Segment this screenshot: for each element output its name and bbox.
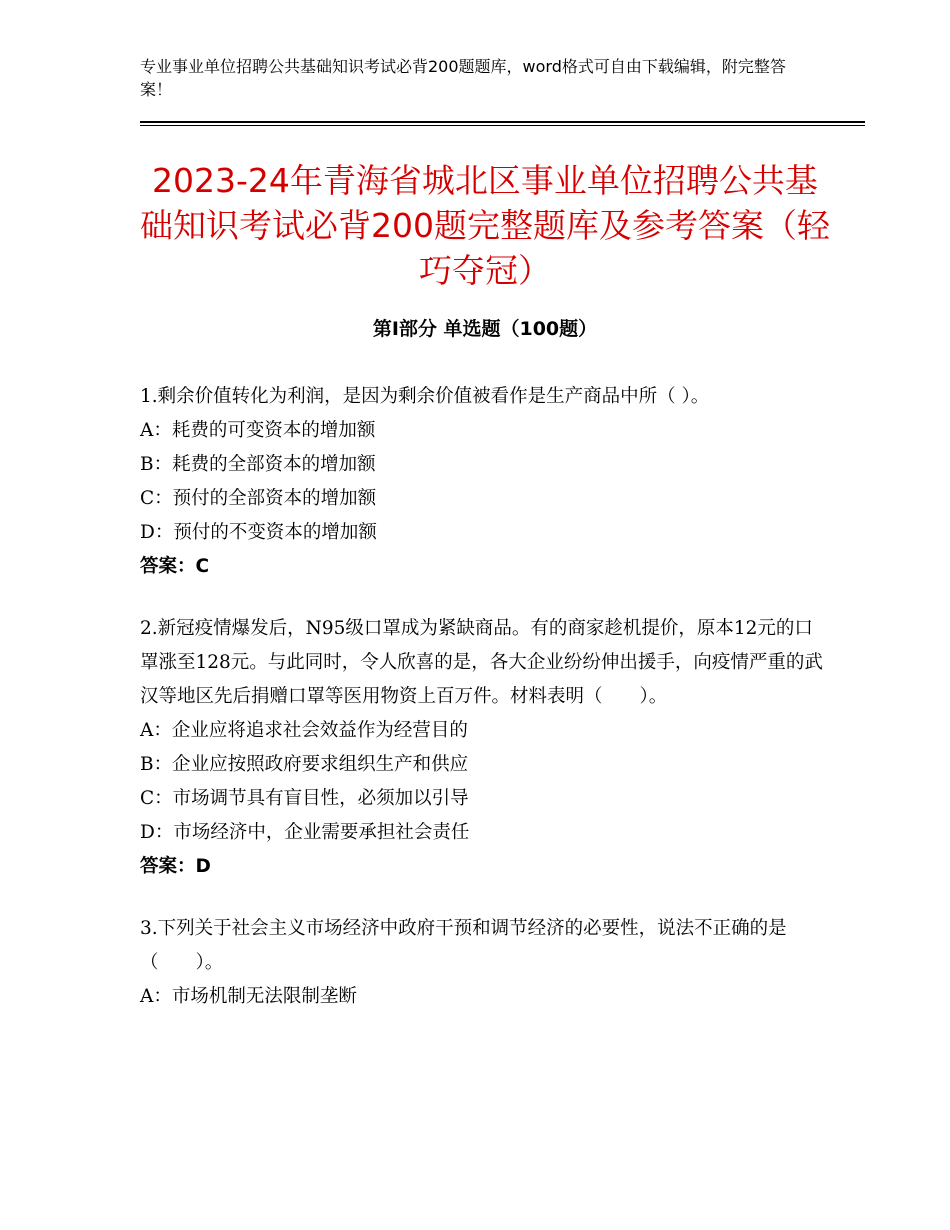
question-list — [140, 380, 830, 1042]
option-c: C：预付的全部资本的增加额 — [140, 488, 377, 509]
question-3 — [140, 912, 830, 1014]
question-stem: 3.下列关于社会主义市场经济中政府干预和调节经济的必要性，说法不正确的是（ ）。 — [140, 918, 787, 973]
document-title: 2023-24年青海省城北区事业单位招聘公共基础知识考试必背200题完整题库及参考答案（轻巧夺冠） — [140, 161, 830, 290]
question-stem: 1.剩余价值转化为利润，是因为剩余价值被看作是生产商品中所（ ）。 — [140, 386, 710, 407]
header-note: 专业事业单位招聘公共基础知识考试必背200题题库，word格式可自由下载编辑，附完整答案！ — [140, 57, 786, 99]
question-2 — [140, 612, 830, 884]
option-c: C：市场调节具有盲目性，必须加以引导 — [140, 788, 469, 809]
option-d: D：市场经济中，企业需要承担社会责任 — [140, 822, 470, 843]
option-d: D：预付的不变资本的增加额 — [140, 522, 377, 543]
header-rule-thick — [140, 121, 865, 123]
option-a: A：市场机制无法限制垄断 — [140, 986, 357, 1007]
answer: 答案：C — [140, 556, 210, 577]
answer: 答案：D — [140, 856, 211, 877]
header-rule-thin — [140, 125, 865, 126]
option-b: B：耗费的全部资本的增加额 — [140, 454, 376, 475]
option-a: A：耗费的可变资本的增加额 — [140, 420, 376, 441]
question-1 — [140, 380, 830, 584]
option-b: B：企业应按照政府要求组织生产和供应 — [140, 754, 469, 775]
question-stem: 2.新冠疫情爆发后，N95级口罩成为紧缺商品。有的商家趁机提价，原本12元的口罩涨至128元。与此同时，令人欣喜的是，各大企业纷纷伸出援手，向疫情严重的武汉等地区先后捐赠口罩等医用物资上百万件。材料表明（ ）。 — [140, 618, 823, 707]
section-heading: 第I部分 单选题（100题） — [372, 318, 598, 340]
option-a: A：企业应将追求社会效益作为经营目的 — [140, 720, 468, 741]
